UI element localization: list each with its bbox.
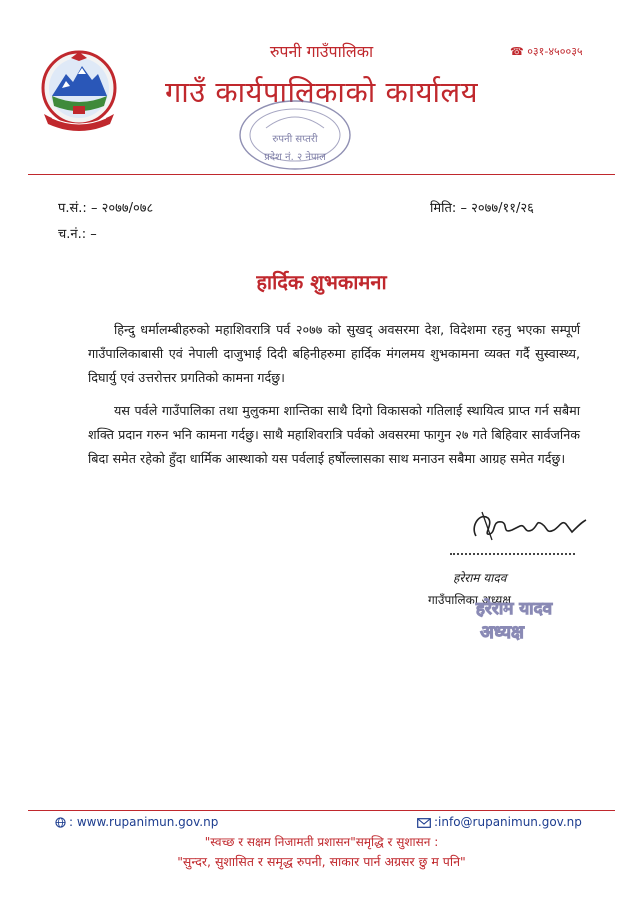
date-value: – २०७७/११/२६ bbox=[460, 201, 534, 216]
office-name-small: रुपनी गाउँपालिका bbox=[269, 42, 374, 61]
seal-text-line2: प्रदेश नं. २ नेपाल bbox=[264, 152, 326, 163]
seal-text-line1: रुपनी सप्तरी bbox=[272, 134, 318, 145]
website-link[interactable] bbox=[55, 815, 218, 829]
letter-paragraph-1: हिन्दु धर्मालम्बीहरुको महाशिवरात्रि पर्व २०७७ को सुखद् अवसरमा देश, विदेशमा रहनु भएका सम्पूर्ण गाउँपालिकाबासी एवं नेपाली दाजुभाई दिदी बहिनीहरुमा हार्दिक मंगलमय शुभकामना व्यक्त गर्दै सुस्वास्थ्य, दिघार्यु एवं उत्तरोत्तर प्रगतिको कामना गर्दछु। bbox=[88, 322, 580, 385]
email-link[interactable] bbox=[417, 815, 582, 829]
header-divider bbox=[28, 174, 615, 175]
mail-icon bbox=[417, 818, 431, 828]
dispatch-label: च.नं.: bbox=[58, 227, 87, 242]
phone-number: ☎ ०३१-४५००३५ bbox=[510, 45, 583, 58]
date-label: मिति: bbox=[430, 201, 457, 216]
signature-line bbox=[450, 553, 575, 555]
reference-number bbox=[58, 198, 153, 216]
letter-paragraph-2: यस पर्वले गाउँपालिका तथा मुलुकमा शान्तिका साथै दिगो विकासको गतिलाई स्थायित्व प्राप्त गर्न सबैमा शक्ति प्रदान गरुन भनि कामना गर्दछु। साथै महाशिवरात्रि पर्वको अवसरमा फागुन २७ गते बिहिवार सार्वजनिक बिदा समेत रहेको हुँदा धार्मिक आस्थाको यस पर्वलाई हर्षोल्लासका साथ मनाउन सबैमा आग्रह समेत गर्दछु। bbox=[88, 403, 580, 466]
footer-divider bbox=[28, 810, 615, 811]
office-name-title: गाउँ कार्यपालिकाको कार्यालय bbox=[164, 75, 479, 109]
dispatch-value: – bbox=[90, 227, 97, 242]
stamp-name: हरेराम यादव bbox=[475, 599, 553, 619]
globe-icon bbox=[55, 817, 66, 828]
website-text: : www.rupanimun.gov.np bbox=[69, 815, 219, 829]
signatory-post: गाउँपालिका अध्यक्ष bbox=[428, 593, 511, 607]
office-seal-icon bbox=[236, 98, 354, 172]
footer-motto-2: "सुन्दर, सुशासित र समृद्ध रुपनी, साकार पार्न अग्रसर छु म पनि" bbox=[177, 854, 466, 869]
email-text: :info@rupanimun.gov.np bbox=[434, 815, 582, 829]
signatory-name: हरेराम यादव bbox=[453, 571, 507, 585]
chairman-stamp bbox=[416, 594, 594, 646]
footer-motto-1: "स्वच्छ र सक्षम निजामती प्रशासन"समृद्धि र सुशासन : bbox=[204, 835, 439, 849]
letter-date bbox=[430, 198, 534, 216]
letter-title: हार्दिक शुभकामना bbox=[256, 270, 387, 294]
signature-mark bbox=[462, 506, 590, 546]
stamp-post: अध्यक्ष bbox=[480, 622, 524, 643]
dispatch-number bbox=[58, 224, 97, 242]
reference-value: – २०७७/०७८ bbox=[90, 201, 154, 216]
reference-label: प.सं.: bbox=[58, 201, 87, 216]
